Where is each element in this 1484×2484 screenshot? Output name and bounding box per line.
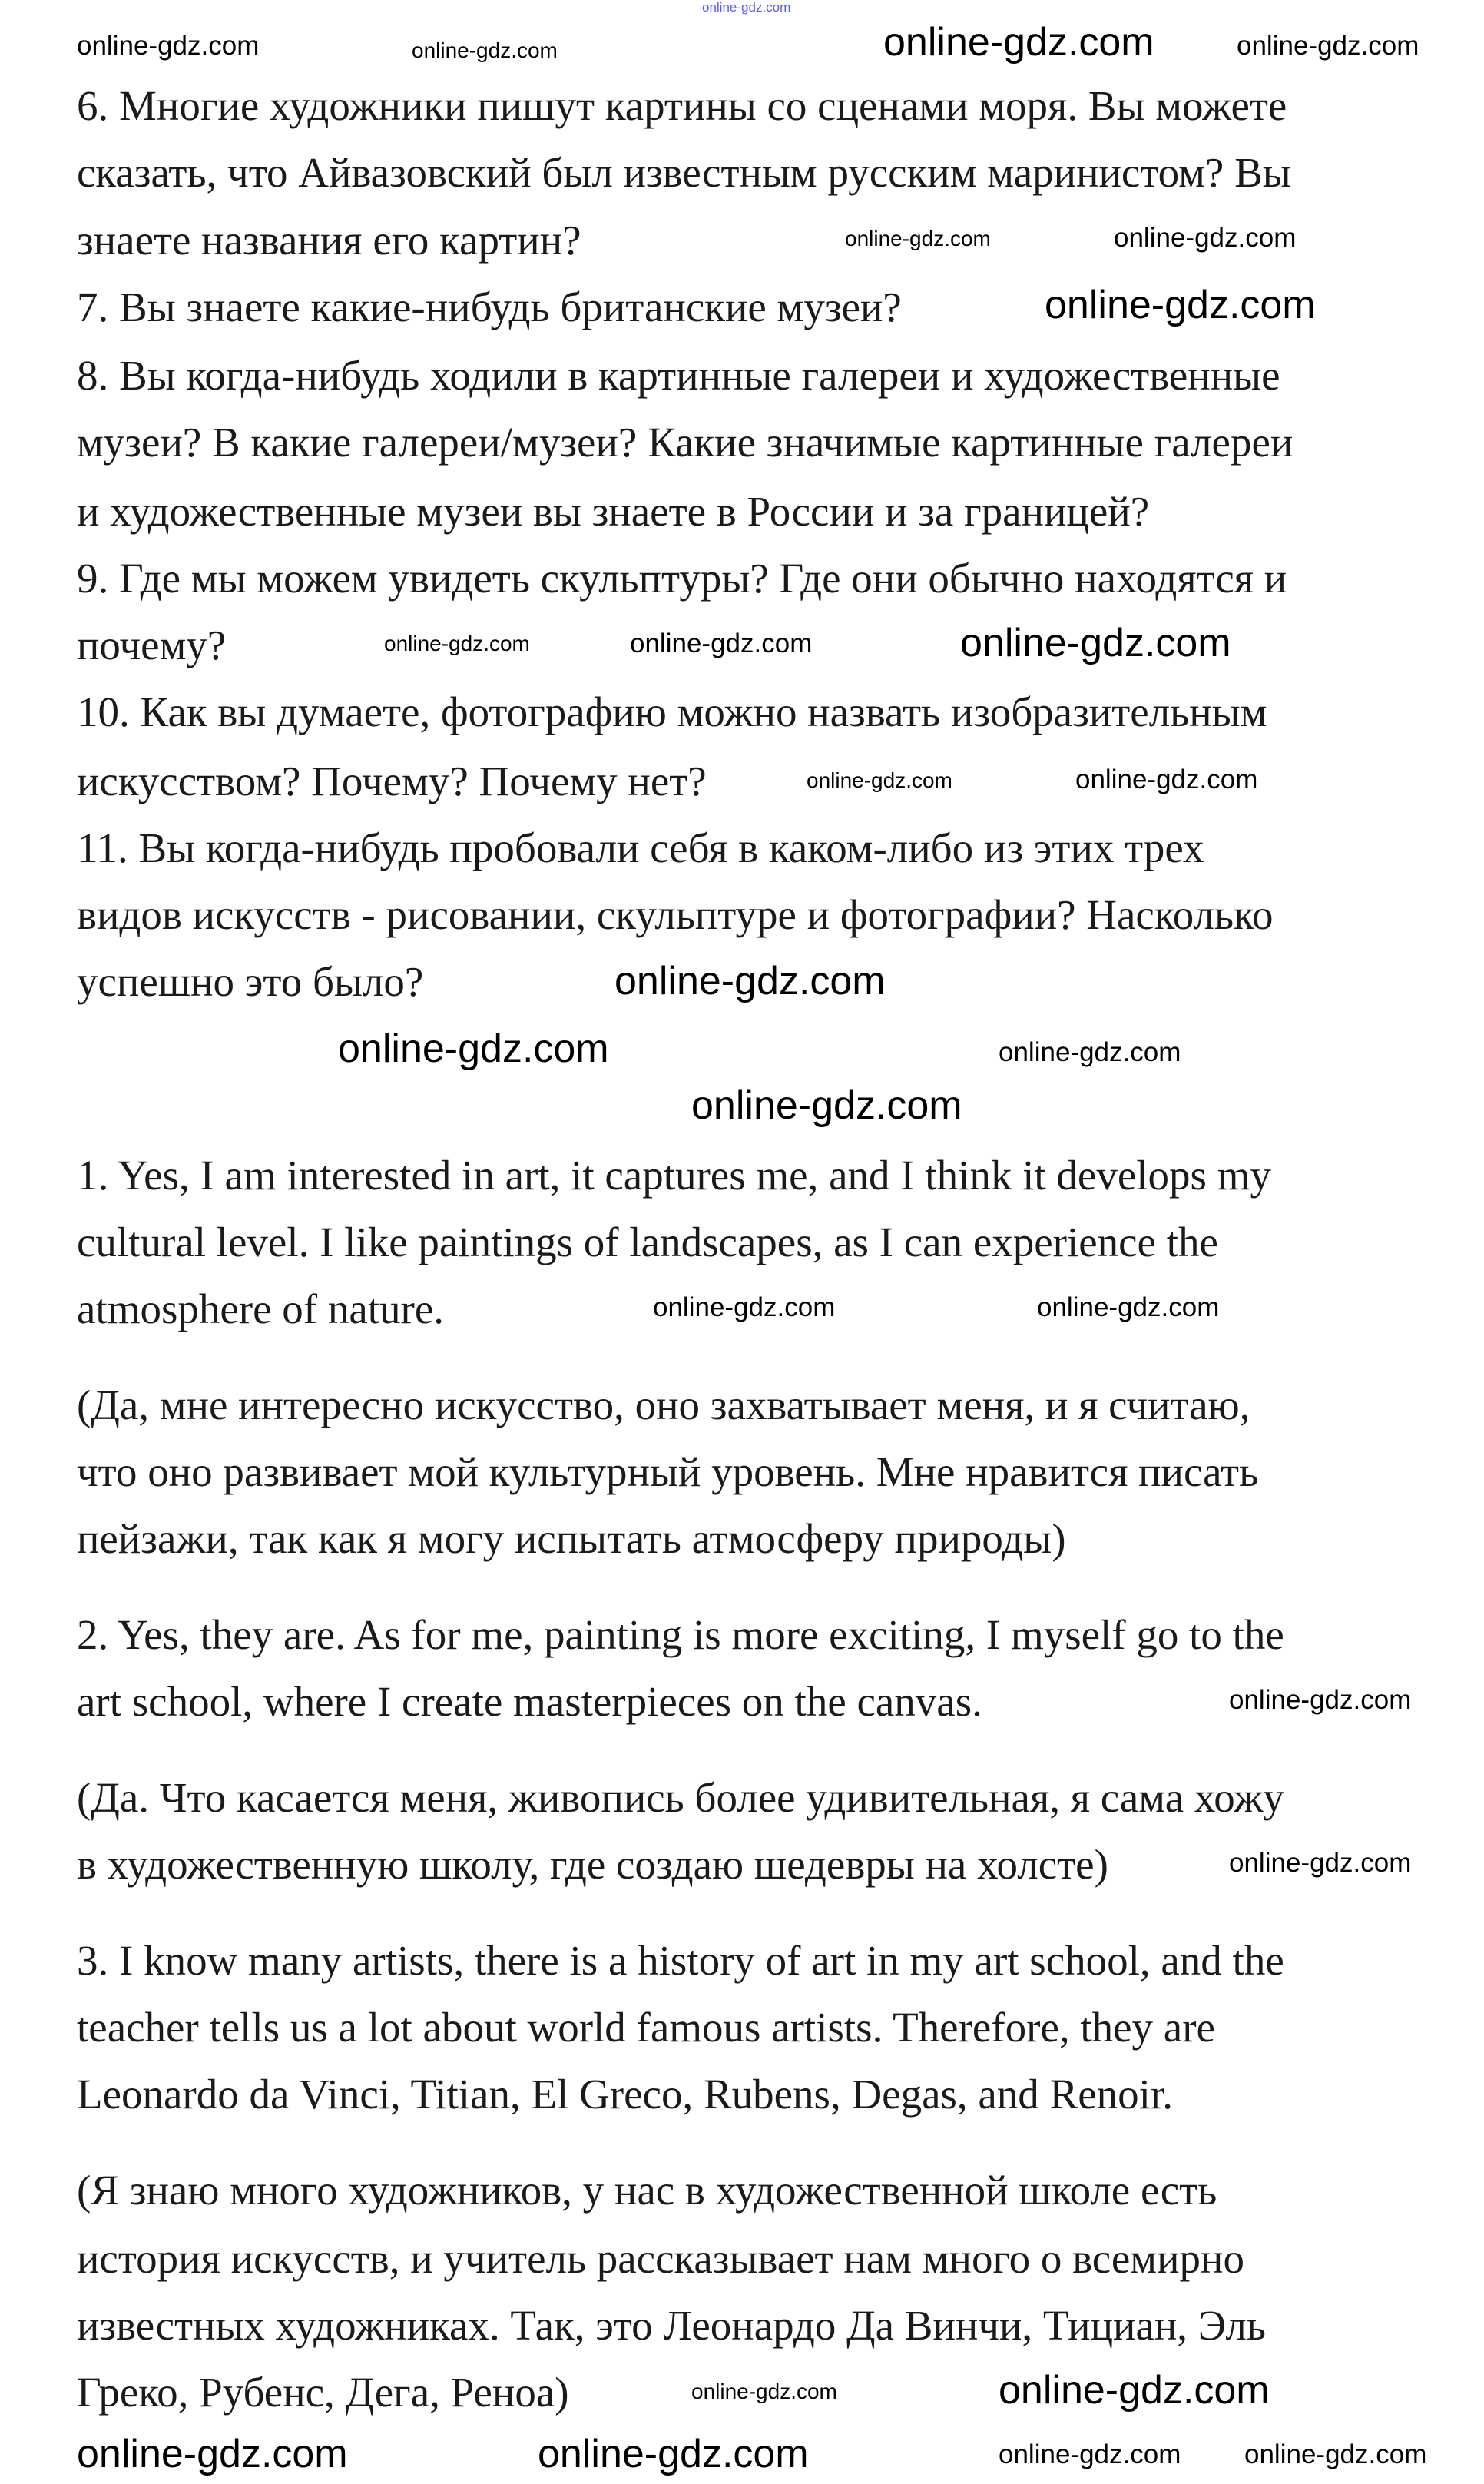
answer-line: пейзажи, так как я могу испытать атмосферу природы) (77, 1515, 1066, 1562)
question-line: 8. Вы когда-нибудь ходили в картинные галереи и художественные (77, 352, 1280, 399)
question-line: и художественные музеи вы знаете в России и за границей? (77, 488, 1150, 535)
watermark: online-gdz.com (538, 2432, 809, 2476)
question-line: почему? (77, 622, 227, 668)
watermark: online-gdz.com (999, 2368, 1270, 2413)
watermark: online-gdz.com (384, 632, 530, 655)
watermark: online-gdz.com (1229, 1685, 1412, 1715)
answer-line: что оно развивает мой культурный уровень. Мне нравится писать (77, 1448, 1259, 1495)
watermark: online-gdz.com (807, 768, 952, 792)
answer-line: (Да. Что касается меня, живопись более удивительная, я сама хожу (77, 1774, 1284, 1821)
watermark: online-gdz.com (1075, 764, 1258, 794)
question-line: 10. Как вы думаете, фотографию можно назвать изобразительным (77, 688, 1267, 735)
watermark: online-gdz.com (630, 628, 813, 658)
answer-line: atmosphere of nature. (77, 1285, 445, 1332)
watermark: online-gdz.com (1244, 2439, 1427, 2469)
watermark: online-gdz.com (77, 31, 260, 61)
watermark: online-gdz.com (338, 1026, 609, 1071)
watermark: online-gdz.com (77, 2432, 348, 2476)
question-line: искусством? Почему? Почему нет? (77, 758, 707, 804)
question-line: знаете названия его картин? (77, 217, 581, 264)
question-line: сказать, что Айвазовский был известным русским маринистом? Вы (77, 149, 1291, 196)
watermark: online-gdz.com (691, 1083, 962, 1128)
watermark: online-gdz.com (999, 2439, 1181, 2469)
watermark: online-gdz.com (845, 227, 991, 250)
question-line: 11. Вы когда-нибудь пробовали себя в каком-либо из этих трех (77, 824, 1204, 871)
answer-line: cultural level. I like paintings of landscapes, as I can experience the (77, 1219, 1218, 1265)
watermark: online-gdz.com (1229, 1848, 1412, 1878)
answer-line: (Да, мне интересно искусство, оно захватывает меня, и я считаю, (77, 1381, 1250, 1428)
answer-line: art school, where I create masterpieces on the canvas. (77, 1678, 982, 1725)
watermark: online-gdz.com (1237, 31, 1419, 61)
watermark: online-gdz.com (412, 38, 558, 62)
answer-line: Leonardo da Vinci, Titian, El Greco, Rubens, Degas, and Renoir. (77, 2071, 1173, 2118)
answer-line: в художественную школу, где создаю шедевры на холсте) (77, 1841, 1108, 1888)
watermark: online-gdz.com (1114, 223, 1297, 253)
question-line: видов искусств - рисовании, скульптуре и фотографии? Насколько (77, 891, 1274, 938)
watermark: online-gdz.com (691, 2380, 837, 2403)
answer-line: 1. Yes, I am interested in art, it captures me, and I think it develops my (77, 1152, 1271, 1199)
question-line: музеи? В какие галереи/музеи? Какие значимые картинные галереи (77, 419, 1294, 466)
question-line: 9. Где мы можем увидеть скульптуры? Где они обычно находятся и (77, 555, 1287, 602)
answer-line: Греко, Рубенс, Дега, Реноа) (77, 2369, 569, 2416)
watermark: online-gdz.com (702, 0, 791, 15)
answer-line: (Я знаю много художников, у нас в художественной школе есть (77, 2167, 1217, 2214)
answer-line: 3. I know many artists, there is a history of art in my art school, and the (77, 1937, 1284, 1984)
watermark: online-gdz.com (653, 1292, 836, 1322)
question-line: 7. Вы знаете какие-нибудь британские музеи? (77, 284, 902, 330)
answer-line: 2. Yes, they are. As for me, painting is more exciting, I myself go to the (77, 1611, 1284, 1658)
watermark: online-gdz.com (1037, 1292, 1220, 1322)
watermark: online-gdz.com (1045, 283, 1316, 327)
answer-line: история искусств, и учитель рассказывает нам много о всемирно (77, 2235, 1244, 2282)
watermark: online-gdz.com (999, 1037, 1181, 1067)
watermark: online-gdz.com (883, 20, 1154, 65)
watermark: online-gdz.com (960, 621, 1231, 665)
answer-line: известных художниках. Так, это Леонардо Да Винчи, Тициан, Эль (77, 2302, 1266, 2349)
watermark: online-gdz.com (614, 959, 886, 1003)
question-line: 6. Многие художники пишут картины со сценами моря. Вы можете (77, 82, 1287, 129)
answer-line: teacher tells us a lot about world famous artists. Therefore, they are (77, 2004, 1215, 2051)
question-line: успешно это было? (77, 958, 424, 1005)
